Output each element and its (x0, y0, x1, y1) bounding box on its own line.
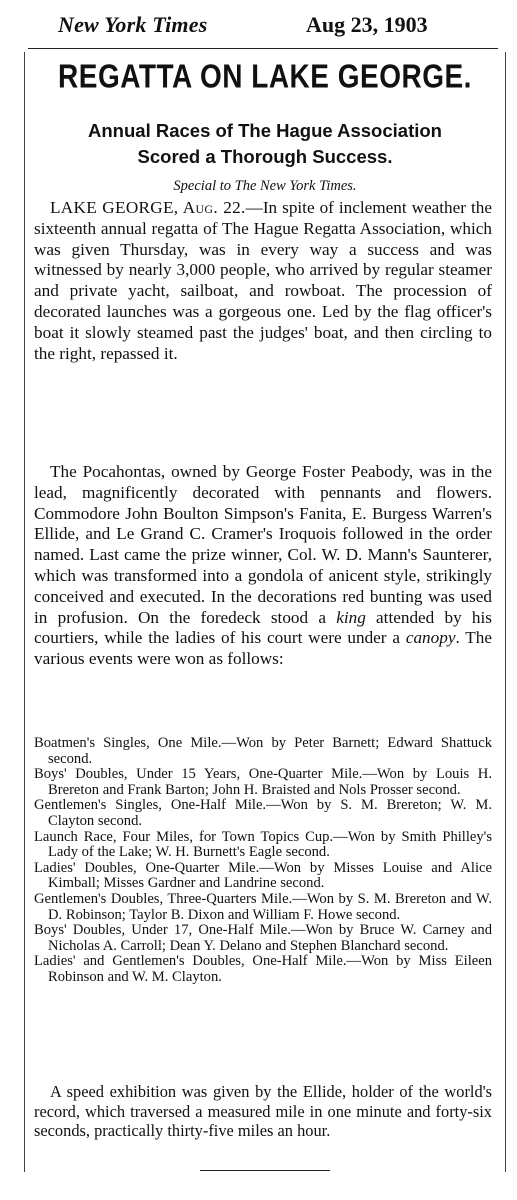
paragraph-1 (34, 198, 492, 364)
race-result: Boys' Doubles, Under 15 Years, One-Quarter Mile.—Won by Louis H. Brereton and Frank Barton; John H. Braisted and Nols Prosser second. (34, 766, 492, 798)
paragraph-3: A speed exhibition was given by the Ellide, holder of the world's record, which traversed a measured mile in one minute and forty-six seconds, practically thirty-five miles an hour. (34, 1082, 492, 1141)
special-dispatch-line: Special to The New York Times. (173, 178, 357, 194)
race-result: Ladies' and Gentlemen's Doubles, One-Half Mile.—Won by Miss Eileen Robinson and W. M. Clayton. (34, 953, 492, 985)
paragraph-2-text-c: . The various events were won as follows: (34, 628, 493, 669)
article-end-rule (200, 1170, 330, 1171)
paragraph-2-text-a: The Pocahontas, owned by George Foster Peabody, was in the lead, magnificently decorated with pennants and flowers. Commodore John Boulton Simpson's Fanita, E. Burgess Warren's Ellide, and Le Grand C. Cramer's Iroquois followed in the order named. Last came the prize winner, Col. W. D. Mann's Saunterer, which was transformed into a gondola of anicent style, strikingly conceived and executed. In the decorations red bunting was used in profusion. On the foredeck stood a (34, 462, 492, 627)
deck (30, 118, 500, 170)
paragraph-1-text: —In spite of inclement weather the sixteenth annual regatta of The Hague Regatta Association, which was given Thursday, was in every way a success and was witnessed by nearly 3,000 people, who arrived by regular steamer and private yacht, sailboat, and rowboat. The procession of decorated launches was a gorgeous one. Led by the flag officer's boat it slowly steamed past the judges' boat, and then circling to the right, repassed it. (34, 198, 492, 363)
masthead (0, 0, 517, 50)
race-result: Gentlemen's Doubles, Three-Quarters Mile.—Won by S. M. Brereton and W. D. Robinson; Taylor B. Dixon and William F. Howe second. (34, 890, 492, 923)
headline: REGATTA ON LAKE GEORGE. (58, 58, 472, 95)
dateline: LAKE GEORGE, Aug. 22. (50, 198, 246, 217)
publication-date: Aug 23, 1903 (306, 12, 428, 37)
publication-name: New York Times (58, 12, 208, 37)
paragraph-2-text-b: attended by his courtiers, while the ladies of his court were under a (34, 607, 492, 648)
paragraph-2 (34, 462, 492, 670)
race-result: Boys' Doubles, Under 17, One-Half Mile.—Won by Bruce W. Carney and Nicholas A. Carroll; Dean Y. Delano and Stephen Blanchard second. (34, 922, 492, 954)
paragraph-2-emphasis-king: king (336, 607, 366, 627)
race-result: Launch Race, Four Miles, for Town Topics Cup.—Won by Smith Philley's Lady of the Lake; W. H. Burnett's Eagle second. (34, 828, 492, 861)
race-result: Gentlemen's Singles, One-Half Mile.—Won by S. M. Brereton; W. M. Clayton second. (34, 797, 492, 829)
masthead-rule (28, 48, 498, 49)
race-result: Ladies' Doubles, One-Quarter Mile.—Won by Misses Louise and Alice Kimball; Misses Gardner and Landrine second. (34, 859, 492, 892)
deck-line-2: Scored a Thorough Success. (137, 146, 393, 167)
right-column-rule (505, 52, 506, 1172)
race-result: Boatmen's Singles, One Mile.—Won by Peter Barnett; Edward Shattuck second. (34, 735, 492, 767)
paragraph-2-emphasis-canopy: canopy (405, 628, 456, 648)
race-results-list (34, 736, 492, 986)
left-column-rule (24, 52, 25, 1172)
deck-line-1: Annual Races of The Hague Association (88, 120, 442, 141)
